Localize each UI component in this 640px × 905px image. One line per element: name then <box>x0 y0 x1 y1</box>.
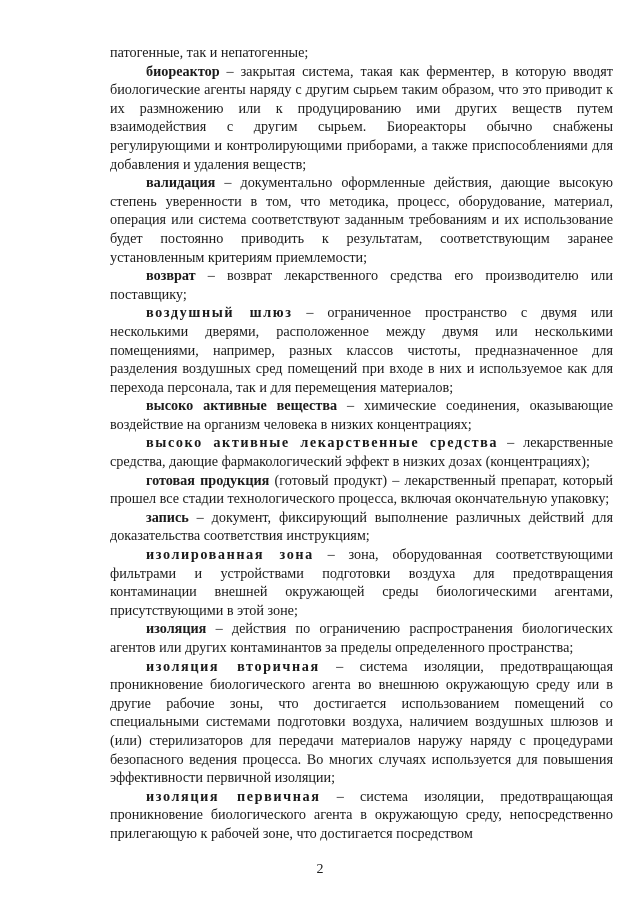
definition-containment <box>110 620 613 657</box>
definition-highly-active-substances <box>110 397 613 434</box>
definition-secondary-containment <box>110 658 613 788</box>
definition-return <box>110 267 613 304</box>
definition-text: – возврат лекарственного средства его производителю или поставщику; <box>110 268 613 303</box>
definition-term: высоко активные лекарственные средства <box>146 435 499 452</box>
definition-term: изолированная зона <box>146 547 314 564</box>
definition-term: высоко активные вещества <box>146 398 338 415</box>
definition-text: – зона, оборудованная соответствующими фильтрами и устройствами подготовки воздуха для предотвращения контаминации внешней окружающей среды биологическими агентами, присутствующими в этой зоне; <box>110 547 614 619</box>
page-number: 2 <box>316 862 324 877</box>
definition-bioreactor <box>110 63 613 175</box>
definition-text: – документ, фиксирующий выполнение различных действий для доказательства соответствия инструкциям; <box>110 509 613 545</box>
definition-text: – действия по ограничению распространения биологических агентов или других контаминантов за пределы определенного пространства; <box>110 621 613 656</box>
definition-text: (готовый продукт) – лекарственный препарат, который прошел все стадии технологического процесса, включая окончательную упаковку; <box>110 472 613 508</box>
definition-primary-containment <box>110 788 613 844</box>
definition-term: воздушный шлюз <box>146 305 293 322</box>
definition-term: биореактор <box>146 63 220 80</box>
definition-record <box>110 509 613 546</box>
definition-term: валидация <box>146 175 216 192</box>
definition-text: – система изоляции, предотвращающая проникновение биологического агента во внешнюю окружающую среду или в другие рабочие зоны, что достигается использованием помещений со специальными системами подготовки воздуха, наличием воздушных шлюзов и (или) стерилизаторов для передачи материалов наружу наряду с процедурами безопасного ведения процесса. Во многих случаях используется для повышения эффективности первичной изоляции; <box>110 658 613 787</box>
definition-text: – лекарственные средства, дающие фармакологический эффект в низких дозах (концентрациях); <box>110 435 614 471</box>
definition-term: изоляция первичная <box>146 788 321 805</box>
definition-finished-product <box>110 472 613 509</box>
definition-term: изоляция вторичная <box>146 658 320 675</box>
definition-term: готовая продукция <box>146 472 270 489</box>
definition-highly-active-medicines <box>110 434 613 471</box>
definition-text: патогенные, так и непатогенные; <box>110 45 309 61</box>
definition-text: – закрытая система, такая как ферментер, в которую вводят биологические агенты наряду с другим сырьем таким образом, что это приводит к их размножению или к продуцированию ими других веществ путем взаимодействия с другим сырьем. Биореакторы обычно снабжены регулирующими и контролирующими приборами, а также приспособлениями для добавления и удаления веществ; <box>110 63 613 173</box>
definition-text: – документально оформленные действия, дающие высокую степень уверенности в том, что методика, процесс, оборудование, материал, операция или система соответствуют заданным требованиям и их использование будет постоянно приводить к результатам, соответствующим заранее установленным критериям приемлемости; <box>110 175 613 266</box>
definition-term: возврат <box>146 268 196 285</box>
definition-term: изоляция <box>146 621 207 638</box>
definition-text: – ограниченное пространство с двумя или несколькими дверями, расположенное между двумя или несколькими помещениями, например, разных классов чистоты, предназначенное для разделения воздушных сред помещений при входе в них и используемое как для перехода персонала, так и для перемещения материалов; <box>110 305 613 396</box>
definition-text: – система изоляции, предотвращающая проникновение биологического агента в окружающую среду, непосредственно прилегающую к рабочей зоне, что достигается посредством <box>110 788 614 842</box>
definition-validation <box>110 174 613 267</box>
document-page <box>110 44 613 844</box>
definition-continuation <box>110 44 613 63</box>
definition-text: – химические соединения, оказывающие воздействие на организм человека в низких концентрациях; <box>110 398 614 433</box>
definition-isolated-zone <box>110 546 613 620</box>
definition-term: запись <box>146 509 189 526</box>
definition-airlock <box>110 304 613 397</box>
